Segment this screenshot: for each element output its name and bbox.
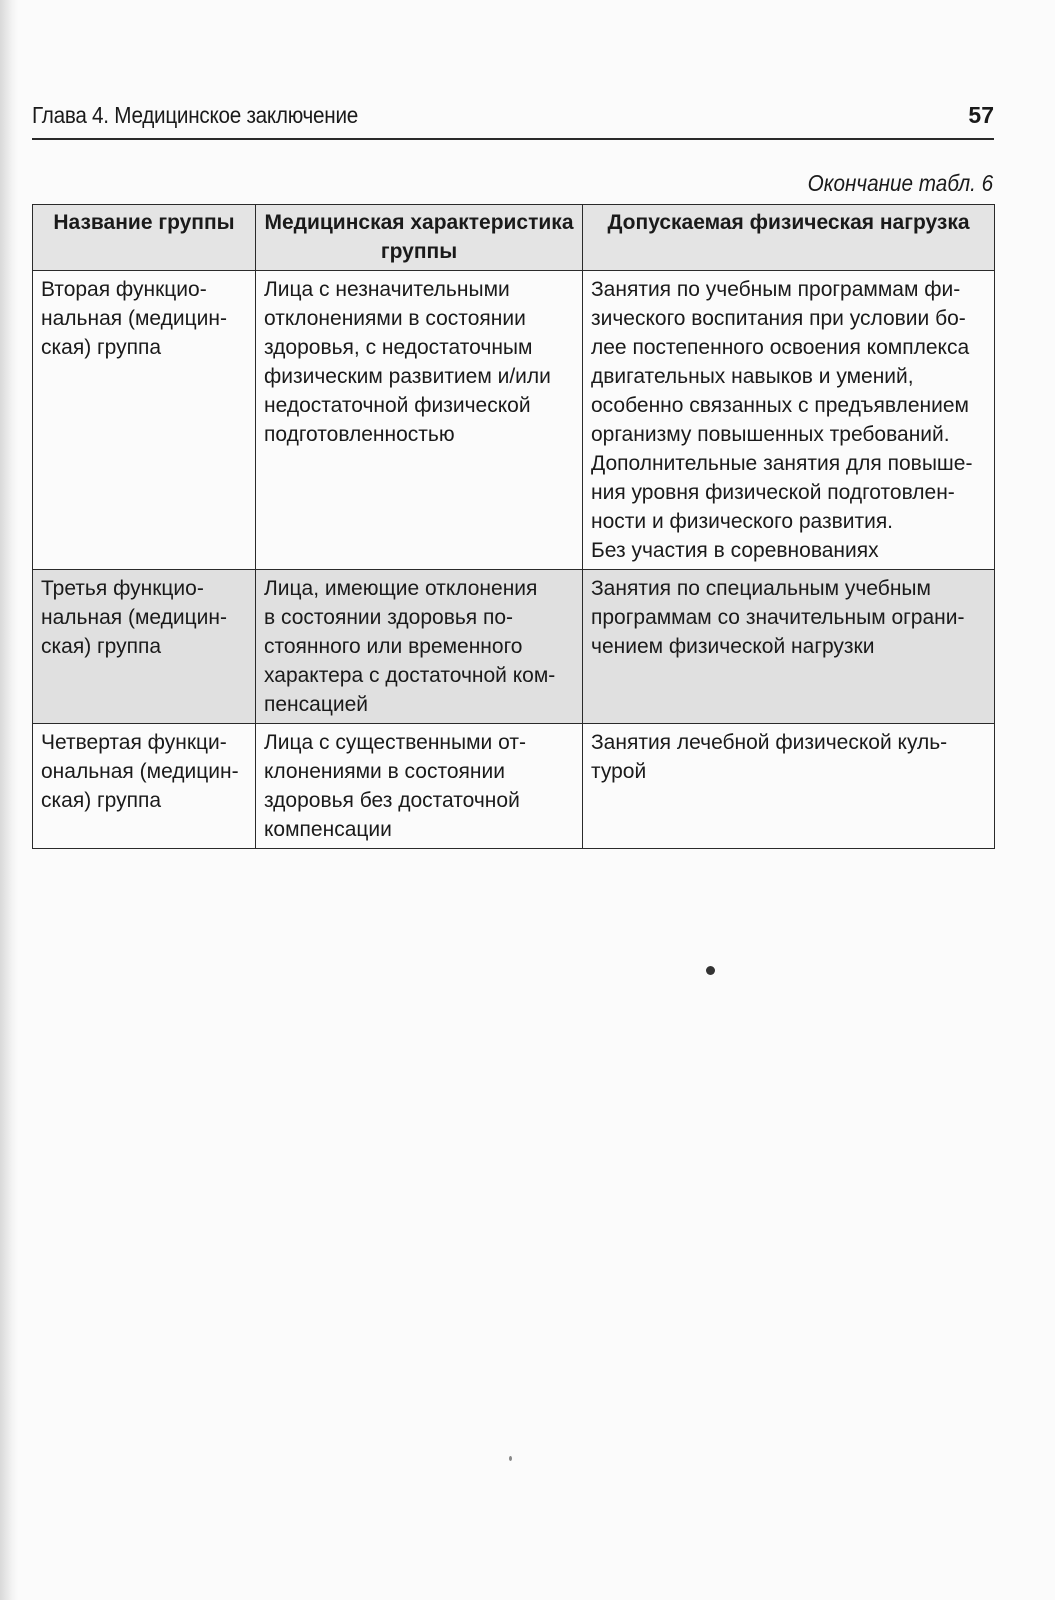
cell-group-name: [33, 271, 256, 570]
cell-text: Занятия по специальным учебным программам со значительным ограни- чением физической нагрузки: [591, 577, 965, 658]
header-medical-characteristic: Медицинская характеристика группы: [256, 205, 583, 271]
table-row: [33, 570, 995, 724]
cell-text: Третья функцио- нальная (медицин- ская) группа: [41, 577, 227, 658]
cell-text: Занятия по учебным программам фи- зического воспитания при условии бо- лее постепенного освоения комплекса двигательных навыков и умений, особенно связанных с предъявлением организму повышенных требований. Дополнительные занятия для повыше- ния уровня физической подготовлен- ности и физического развития. Без участия в соревнованиях: [591, 278, 973, 562]
cell-characteristic: [256, 724, 583, 849]
cell-allowed-load: [583, 570, 995, 724]
cell-group-name: [33, 724, 256, 849]
header-allowed-load: Допускаемая физическая нагрузка: [583, 205, 995, 271]
scan-speck: [706, 966, 715, 975]
table-row: [33, 724, 995, 849]
functional-groups-table: [32, 204, 995, 849]
table-row: [33, 271, 995, 570]
chapter-title: Глава 4. Медицинское заключение: [32, 102, 358, 128]
scan-edge-shadow: [0, 0, 18, 1600]
table-header: [33, 205, 995, 271]
cell-text: Лица с незначительными отклонениями в состоянии здоровья, с недостаточным физическим развитием и/или недостаточной физической подготовленностью: [264, 278, 551, 446]
cell-text: Лица с существенными от- клонениями в состоянии здоровья без достаточной компенсации: [264, 731, 526, 841]
cell-characteristic: [256, 570, 583, 724]
cell-text: Занятия лечебной физической куль- турой: [591, 731, 948, 783]
cell-allowed-load: [583, 724, 995, 849]
table-body: [33, 271, 995, 849]
cell-allowed-load: [583, 271, 995, 570]
cell-group-name: [33, 570, 256, 724]
cell-text: Лица, имеющие отклонения в состоянии здоровья по- стоянного или временного характера с достаточной ком- пенсацией: [264, 577, 556, 716]
cell-text: Вторая функцио- нальная (медицин- ская) группа: [41, 278, 227, 359]
cell-text: Четвертая функци- ональная (медицин- ская) группа: [41, 731, 239, 812]
scan-speck: [509, 1456, 512, 1461]
header-group-name: Название группы: [33, 205, 256, 271]
table-caption: Окончание табл. 6: [807, 170, 993, 196]
page-number: 57: [968, 102, 994, 128]
running-header: [32, 100, 994, 140]
table-header-row: [33, 205, 995, 271]
cell-characteristic: [256, 271, 583, 570]
